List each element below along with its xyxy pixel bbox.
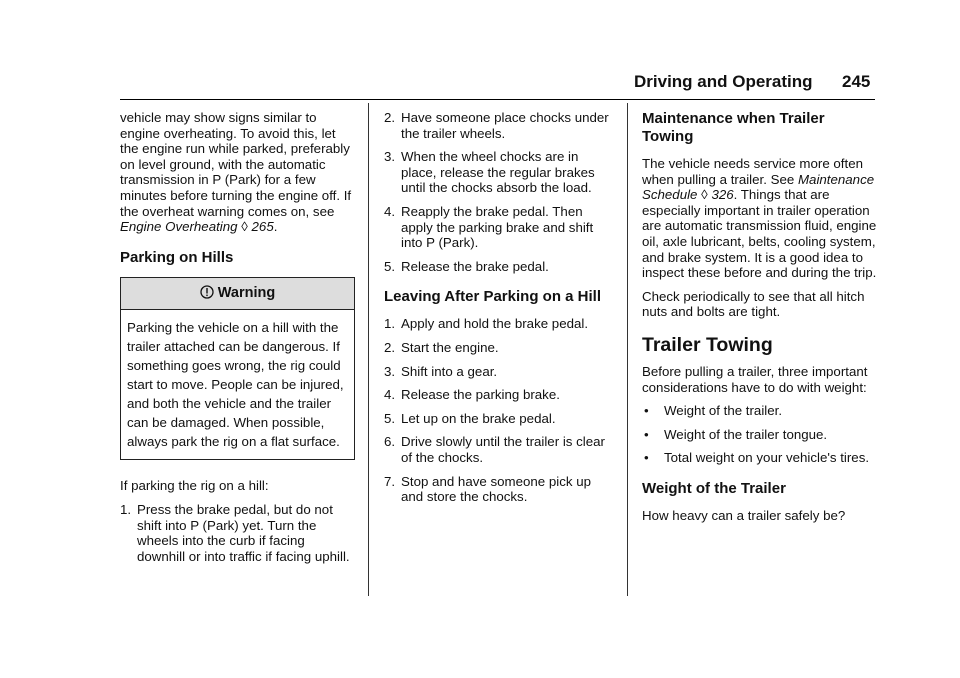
list-item: 2. Have someone place chocks under the trailer wheels.: [384, 110, 609, 141]
ref-symbol: ◊: [241, 219, 248, 235]
section-heading: Weight of the Trailer: [642, 479, 786, 497]
section-title: Driving and Operating: [634, 72, 813, 91]
column-2: [384, 110, 616, 513]
warning-title: Warning: [217, 284, 276, 301]
column-divider-1: [368, 103, 369, 596]
page-number: 245: [842, 72, 871, 91]
chapter-heading: Trailer Towing: [642, 333, 773, 356]
bullet-icon: •: [644, 450, 649, 466]
column-3: [642, 110, 880, 532]
page-ref: 265: [251, 219, 274, 235]
bullet-list: [642, 403, 880, 466]
list-item: 3. When the wheel chocks are in place, release the regular brakes until the chocks absorb the load.: [384, 149, 595, 196]
list-item: • Total weight on your vehicle's tires.: [644, 450, 870, 466]
paragraph: How heavy can a trailer safely be?: [642, 507, 846, 523]
section-heading: Leaving After Parking on a Hill: [384, 288, 601, 306]
column-divider-2: [627, 103, 628, 596]
cross-reference-link[interactable]: Engine Overheating: [120, 219, 238, 235]
steps-list: [120, 502, 355, 564]
list-item: 1. Press the brake pedal, but do not shift into P (Park) yet. Turn the wheels into the curb if facing downhill or into traffic if facing uphill.: [120, 501, 350, 564]
list-item: 4. Reapply the brake pedal. Then apply the parking brake and shift into P (Park).: [384, 203, 594, 251]
list-item: 1. Apply and hold the brake pedal.: [384, 316, 589, 332]
list-item: 2. Start the engine.: [384, 339, 499, 355]
list-item: 7. Stop and have someone pick up and store the chocks.: [384, 473, 591, 505]
section-heading: Maintenance when Trailer Towing: [642, 110, 825, 145]
bullet-icon: •: [644, 426, 649, 442]
list-item: • Weight of the trailer.: [644, 403, 783, 419]
list-item: • Weight of the trailer tongue.: [644, 426, 828, 442]
header-rule: [120, 99, 875, 100]
paragraph: vehicle may show signs similar to engine overheating. To avoid this, let the engine run while parked, preferably on level ground, with the automatic transmission in P (Park) for a few minutes before turning the engine off. If the overheat warning comes on, see Engine Overheating ◊ 265.: [120, 110, 352, 235]
paragraph: If parking the rig on a hill:: [120, 478, 269, 494]
warning-box: [120, 277, 355, 461]
list-item: 6. Drive slowly until the trailer is clear of the chocks.: [384, 434, 605, 465]
steps-list: [384, 316, 616, 504]
list-item: 3. Shift into a gear.: [384, 363, 498, 379]
warning-text: Parking the vehicle on a hill with the trailer attached can be dangerous. If something goes wrong, the rig could start to move. People can be injured, and both the vehicle and the trailer can be damaged. When possible, always park the rig on a flat surface.: [127, 320, 344, 450]
steps-list: [384, 110, 616, 274]
paragraph: Check periodically to see that all hitch nuts and bolts are tight.: [642, 288, 865, 320]
list-item: 5. Release the brake pedal.: [384, 258, 549, 274]
ref-symbol: ◊: [701, 187, 708, 203]
warning-header: [121, 278, 354, 311]
cross-reference-link[interactable]: Maintenance Schedule: [642, 171, 875, 203]
page-ref: 326: [711, 187, 734, 203]
section-heading: Parking on Hills: [120, 248, 234, 266]
column-1: [120, 110, 355, 572]
paragraph: The vehicle needs service more often when pulling a trailer. See Maintenance Schedule ◊ 326. Things that are especially important in trailer operation are automatic transmission fluid, engine oil, axle lubricant, belts, cooling system, and brake system. It is a good idea to inspect these before and during the trip.: [642, 156, 877, 281]
bullet-icon: •: [644, 403, 649, 419]
list-item: 4. Release the parking brake.: [384, 387, 560, 403]
paragraph: Before pulling a trailer, three important considerations have to do with weight:: [642, 363, 868, 395]
list-item: 5. Let up on the brake pedal.: [384, 410, 556, 426]
warning-icon: [200, 285, 214, 299]
